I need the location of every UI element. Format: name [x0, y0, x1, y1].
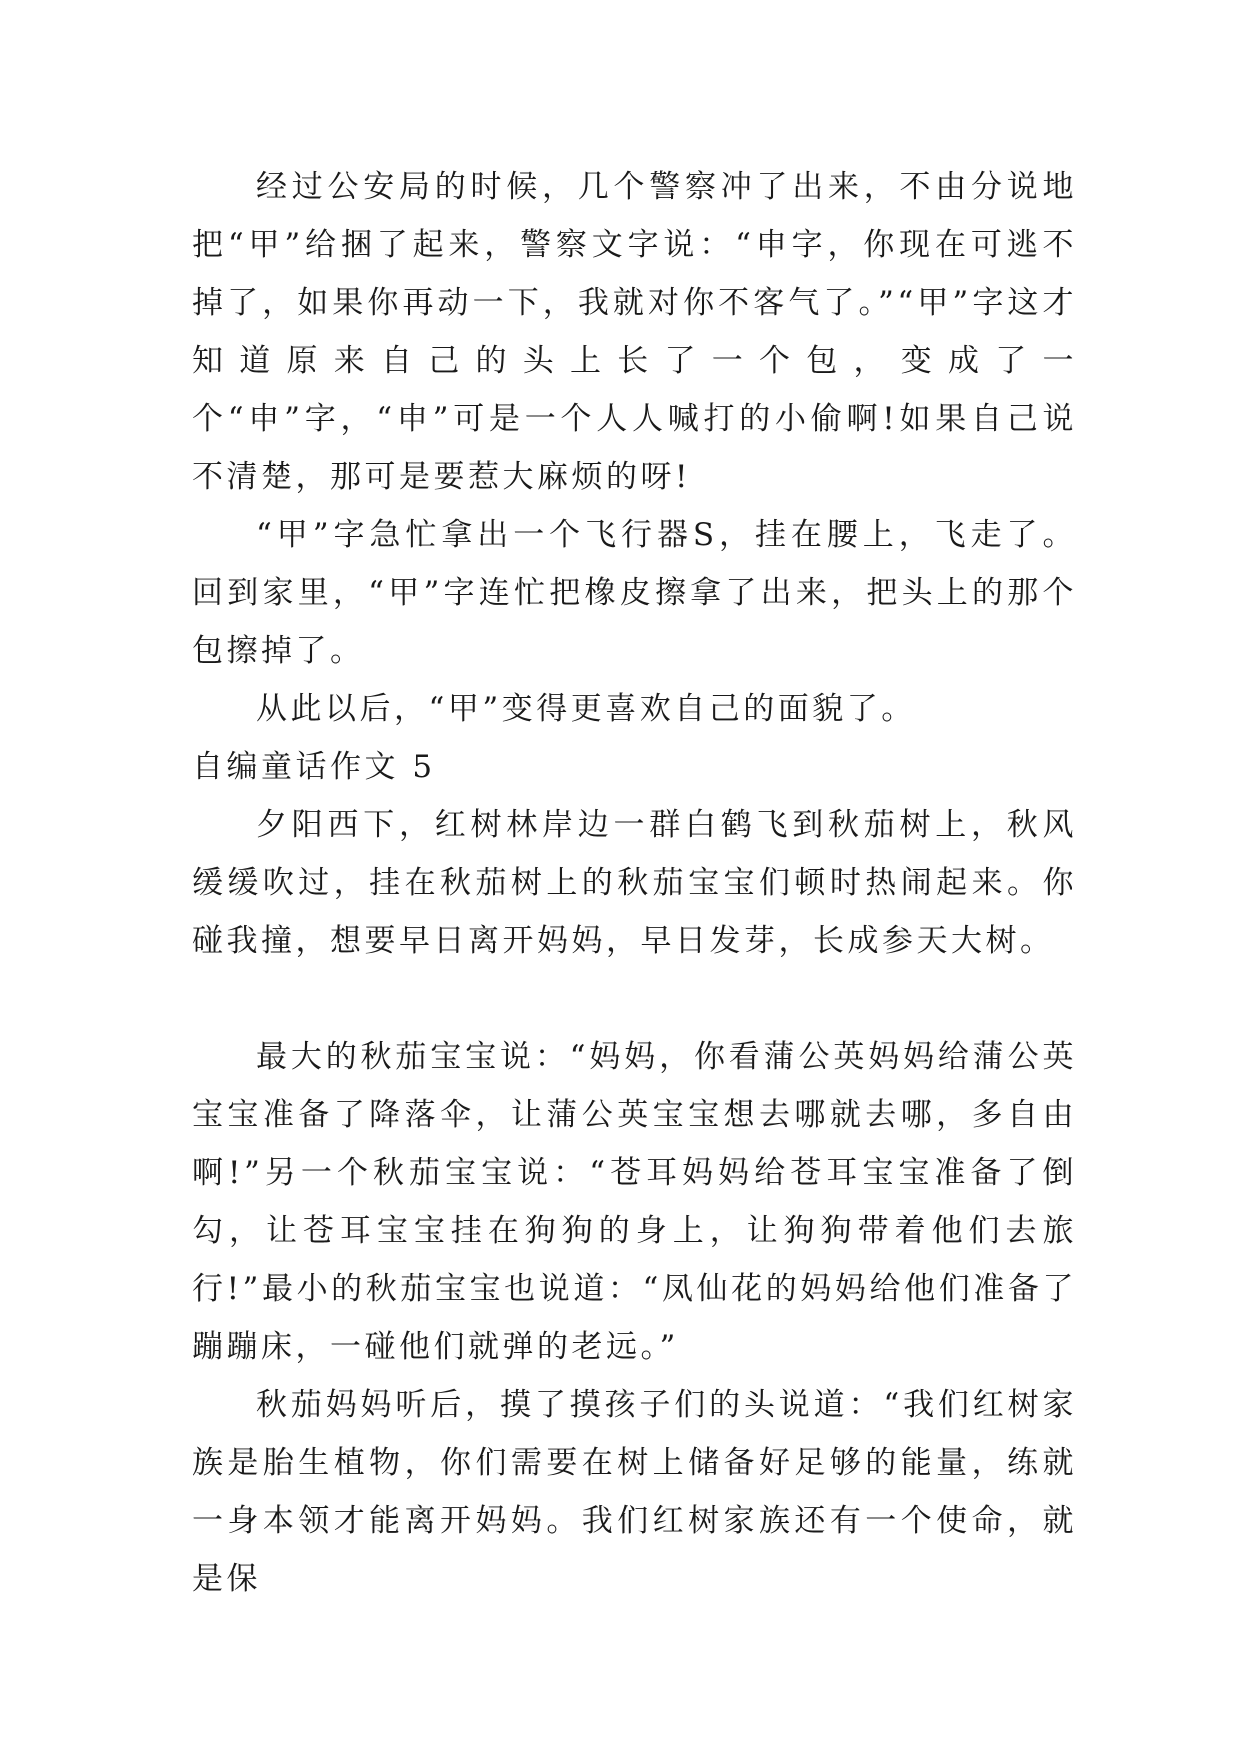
paragraph-babies-talk: 最大的秋茄宝宝说：“妈妈，你看蒲公英妈妈给蒲公英宝宝准备了降落伞，让蒲公英宝宝想去哪就去哪，多自由啊!”另一个秋茄宝宝说：“苍耳妈妈给苍耳宝宝准备了倒勾，让苍耳宝宝挂在狗狗的身上，让狗狗带着他们去旅行!”最小的秋茄宝宝也说道：“凤仙花的妈妈给他们准备了蹦蹦床，一碰他们就弹的老远。” — [192, 1039, 1077, 1365]
paragraph-sunset: 夕阳西下，红树林岸边一群白鹤飞到秋茄树上，秋风缓缓吹过，挂在秋茄树上的秋茄宝宝们顿时热闹起来。你碰我撞，想要早日离开妈妈，早日发芽，长成参天大树。 — [192, 807, 1077, 959]
paragraph-mother-reply: 秋茄妈妈听后，摸了摸孩子们的头说道：“我们红树家族是胎生植物，你们需要在树上储备好足够的能量，练就一身本领才能离开妈妈。我们红树家族还有一个使命，就是保 — [192, 1387, 1077, 1597]
paragraph-gap — [192, 970, 1077, 1028]
document-body — [192, 158, 1077, 1608]
paragraph-ending: 从此以后，“甲”变得更喜欢自己的面貌了。 — [256, 691, 916, 727]
paragraph-flying-away: “甲”字急忙拿出一个飞行器S，挂在腰上，飞走了。回到家里，“甲”字连忙把橡皮擦拿了出来，把头上的那个包擦掉了。 — [192, 517, 1077, 669]
paragraph-police-station: 经过公安局的时候，几个警察冲了出来，不由分说地把“甲”给捆了起来，警察文字说：“申字，你现在可逃不掉了，如果你再动一下，我就对你不客气了。”“甲”字这才知道原来自己的头上长了一个包，变成了一个“申”字，“申”可是一个人人喊打的小偷啊!如果自己说不清楚，那可是要惹大麻烦的呀! — [192, 169, 1077, 495]
section-heading: 自编童话作文 5 — [192, 749, 436, 785]
